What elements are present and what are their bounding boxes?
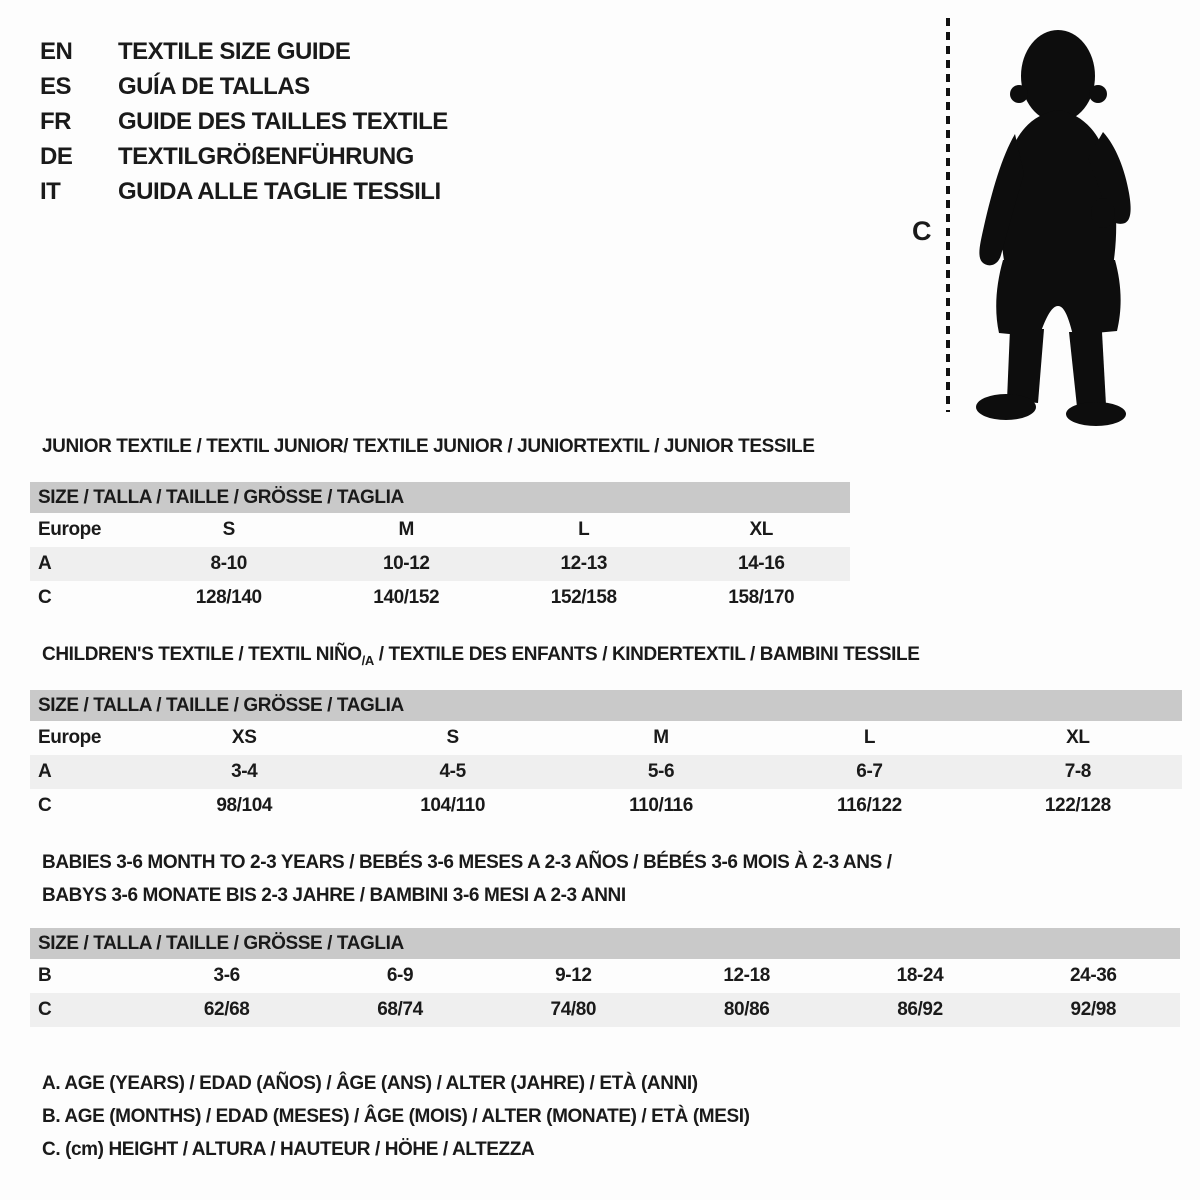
section-title-babies-line1: BABIES 3-6 MONTH TO 2-3 YEARS / BEBÉS 3-6 MESES A 2-3 AÑOS / BÉBÉS 3-6 MOIS À 2-3 ANS /	[42, 852, 892, 873]
section-title-children-prefix: CHILDREN'S TEXTILE / TEXTIL NIÑO	[42, 644, 362, 665]
size-header-text: SIZE / TALLA / TAILLE / GRÖSSE / TAGLIA	[38, 486, 404, 508]
size-cell: 14-16	[737, 553, 785, 574]
children-size-table	[30, 690, 1182, 823]
language-title: GUIDA ALLE TAGLIE TESSILI	[118, 177, 441, 205]
size-cell: 24-36	[1070, 965, 1117, 986]
size-cell: 62/68	[203, 999, 250, 1020]
size-header-text: SIZE / TALLA / TAILLE / GRÖSSE / TAGLIA	[38, 694, 404, 716]
size-cell: M	[398, 519, 414, 540]
language-row	[40, 139, 448, 174]
size-cell: 6-7	[856, 761, 883, 782]
size-cell: 104/110	[420, 795, 486, 816]
row-label: Europe	[38, 727, 102, 748]
size-cell: L	[578, 519, 590, 540]
toddler-silhouette-icon	[965, 14, 1135, 429]
legend-line-b: B. AGE (MONTHS) / EDAD (MESES) / ÂGE (MOIS) / ALTER (MONATE) / ETÀ (MESI)	[42, 1106, 750, 1127]
junior-size-table	[30, 482, 850, 615]
size-header-bar	[30, 928, 1180, 959]
table-row	[30, 581, 850, 615]
height-measure-dashed-line	[944, 14, 952, 416]
size-cell: 128/140	[195, 587, 262, 608]
legend-line-a: A. AGE (YEARS) / EDAD (AÑOS) / ÂGE (ANS) / ALTER (JAHRE) / ETÀ (ANNI)	[42, 1073, 698, 1094]
size-cell: 80/86	[723, 999, 770, 1020]
size-cell: 12-13	[560, 553, 608, 574]
table-row	[30, 789, 1182, 823]
size-cell: 158/170	[728, 587, 795, 608]
size-cell: XS	[231, 727, 257, 748]
section-title-children-sub: /A	[361, 652, 374, 668]
section-title-babies-line2: BABYS 3-6 MONATE BIS 2-3 JAHRE / BAMBINI 3-6 MESI A 2-3 ANNI	[42, 885, 626, 906]
row-label: Europe	[38, 519, 102, 540]
height-measure-label: C	[912, 216, 932, 246]
section-title-junior: JUNIOR TEXTILE / TEXTIL JUNIOR/ TEXTILE JUNIOR / JUNIORTEXTIL / JUNIOR TESSILE	[42, 436, 815, 457]
size-header-bar	[30, 690, 1182, 721]
row-label: A	[38, 761, 52, 782]
row-label: C	[38, 999, 52, 1020]
language-row	[40, 34, 448, 69]
size-cell: 68/74	[377, 999, 423, 1020]
language-title-list	[40, 34, 448, 209]
row-label: B	[38, 965, 52, 986]
row-label: A	[38, 553, 52, 574]
size-cell: 8-10	[210, 553, 247, 574]
language-code: EN	[40, 37, 73, 65]
table-row	[30, 959, 1180, 993]
language-code: FR	[40, 107, 71, 135]
table-row	[30, 755, 1182, 789]
language-title: GUIDE DES TAILLES TEXTILE	[118, 107, 448, 135]
size-cell: M	[653, 727, 669, 748]
table-row	[30, 993, 1180, 1027]
size-cell: S	[222, 519, 235, 540]
size-header-bar	[30, 482, 850, 513]
size-cell: 4-5	[439, 761, 466, 782]
size-cell: 116/122	[837, 795, 902, 816]
language-code: DE	[40, 142, 73, 170]
language-code: ES	[40, 72, 72, 100]
language-row	[40, 69, 448, 104]
size-cell: 12-18	[723, 965, 770, 986]
language-row	[40, 174, 448, 209]
section-title-children	[42, 644, 919, 666]
size-cell: 92/98	[1070, 999, 1117, 1020]
size-cell: 74/80	[550, 999, 597, 1020]
legend-line-c: C. (cm) HEIGHT / ALTURA / HAUTEUR / HÖHE / ALTEZZA	[42, 1139, 535, 1160]
size-cell: 9-12	[555, 965, 592, 986]
babies-size-table	[30, 928, 1180, 1027]
size-cell: XL	[1066, 727, 1090, 748]
size-cell: 98/104	[216, 795, 273, 816]
size-cell: 6-9	[386, 965, 414, 986]
language-title: TEXTILGRÖßENFÜHRUNG	[118, 142, 414, 170]
size-cell: 86/92	[897, 999, 943, 1020]
size-cell: S	[446, 727, 459, 748]
size-cell: XL	[749, 519, 773, 540]
language-code: IT	[40, 177, 61, 205]
size-cell: 5-6	[647, 761, 675, 782]
table-row	[30, 547, 850, 581]
row-label: C	[38, 587, 52, 608]
size-cell: 3-4	[231, 761, 258, 782]
size-cell: 10-12	[382, 553, 430, 574]
size-cell: L	[863, 727, 876, 748]
size-cell: 140/152	[373, 587, 440, 608]
table-row	[30, 513, 850, 547]
size-cell: 152/158	[550, 587, 617, 608]
table-row	[30, 721, 1182, 755]
size-header-text: SIZE / TALLA / TAILLE / GRÖSSE / TAGLIA	[38, 932, 404, 954]
language-row	[40, 104, 448, 139]
size-cell: 3-6	[213, 965, 240, 986]
size-cell: 110/116	[629, 795, 693, 816]
language-title: GUÍA DE TALLAS	[118, 72, 310, 100]
size-cell: 122/128	[1044, 795, 1111, 816]
language-title: TEXTILE SIZE GUIDE	[118, 37, 351, 65]
section-title-children-suffix: / TEXTILE DES ENFANTS / KINDERTEXTIL / BAMBINI TESSILE	[373, 644, 920, 665]
row-label: C	[38, 795, 52, 816]
size-cell: 7-8	[1064, 761, 1091, 782]
size-cell: 18-24	[896, 965, 944, 986]
